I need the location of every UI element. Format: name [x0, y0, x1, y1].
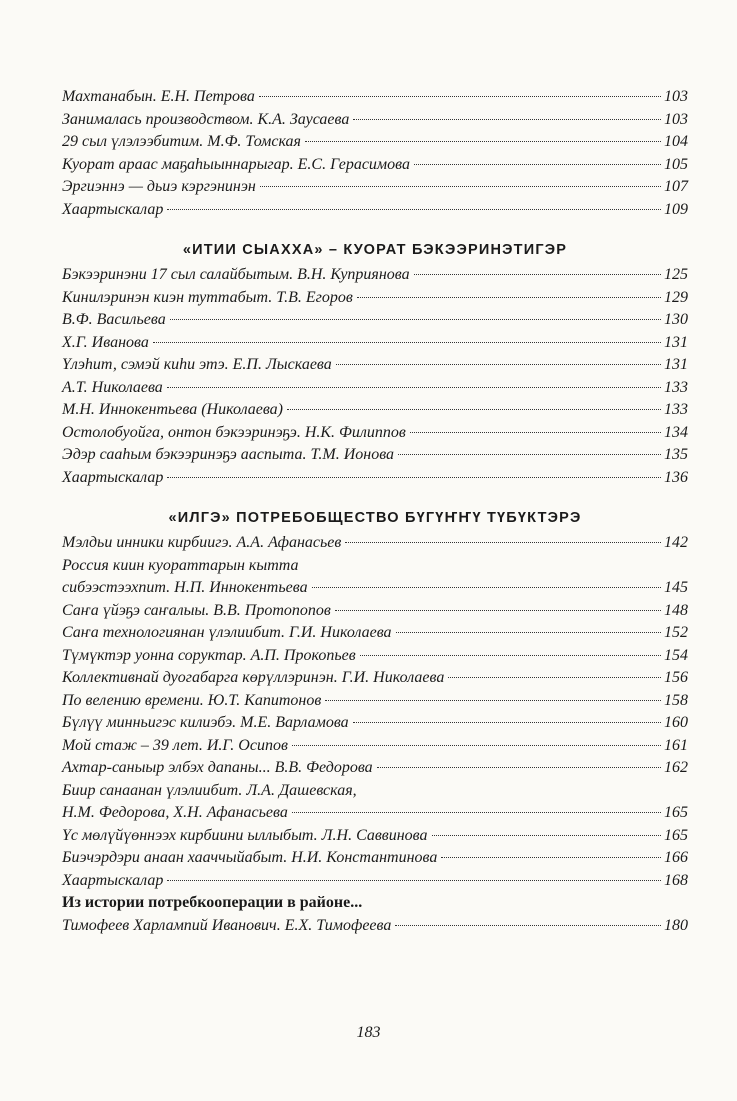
entry-title: Мэлдьи инники кирбиигэ. А.А. Афанасьев: [62, 534, 342, 551]
dot-leader: [312, 587, 661, 588]
toc-entry: [62, 109, 688, 132]
entry-page: 165: [664, 804, 688, 821]
toc-entry: [62, 399, 688, 422]
toc-entry: [62, 444, 688, 467]
entry-page: 129: [664, 288, 688, 306]
toc-entry: [62, 131, 688, 154]
toc-entry: [62, 199, 688, 222]
dot-leader: [259, 96, 661, 97]
entry-page: 152: [664, 624, 688, 641]
dot-leader: [292, 812, 661, 813]
dot-leader: [336, 364, 661, 365]
entry-page: 154: [664, 646, 688, 664]
entry-title: Остолобуойга, онтон бэкээринэҕэ. Н.К. Филиппов: [62, 423, 406, 441]
toc-entry: [62, 712, 688, 735]
entry-title: Н.М. Федорова, Х.Н. Афанасьева: [62, 804, 288, 821]
dot-leader: [432, 835, 661, 836]
dot-leader: [287, 409, 661, 410]
toc-entry: [62, 667, 688, 690]
dot-leader: [414, 274, 661, 275]
entry-title: Занималась производством. К.А. Заусаева: [62, 110, 350, 128]
entry-title: Мой стаж – 39 лет. И.Г. Осипов: [62, 736, 288, 754]
bold-subheading: Из истории потребкооперации в районе...: [62, 894, 363, 911]
dot-leader: [260, 186, 661, 187]
entry-page: 131: [664, 356, 688, 373]
entry-title: В.Ф. Васильева: [62, 311, 166, 328]
toc-entry: [62, 600, 688, 623]
entry-page: 165: [664, 826, 688, 844]
dot-leader: [170, 319, 661, 320]
entry-page: 135: [664, 446, 688, 463]
toc-entry: [62, 176, 688, 199]
toc-entry: [62, 467, 688, 490]
dot-leader: [410, 432, 661, 433]
toc-entry: [62, 735, 688, 758]
entry-title: Ахтар-саныыр элбэх дапаны... В.В. Федорова: [62, 759, 373, 776]
entry-title: М.Н. Иннокентьева (Николаева): [62, 401, 284, 418]
entry-title: Хаартыскалар: [62, 200, 164, 218]
toc-entry: [62, 802, 688, 825]
dot-leader: [414, 164, 661, 165]
toc-entry: [62, 847, 688, 870]
toc-entry: [62, 422, 688, 445]
entry-page: 142: [664, 534, 688, 551]
toc-page: [62, 86, 688, 937]
entry-page: 148: [664, 601, 688, 619]
toc-entry: [62, 870, 688, 893]
toc-entry: [62, 915, 688, 938]
dot-leader: [441, 857, 661, 858]
toc-entry: [62, 825, 688, 848]
entry-first-line: Биир санаанан үлэлиибит. Л.А. Дашевская,: [62, 781, 357, 799]
toc-entry: [62, 690, 688, 713]
dot-leader: [396, 632, 661, 633]
section-heading-bakery: «ИТИИ СЫАХХА» – КУОРАТ БЭКЭЭРИНЭТИГЭР: [182, 242, 568, 258]
entry-page: 103: [664, 88, 688, 105]
dot-leader: [395, 925, 661, 926]
entry-title: Коллективнай дуогабарга көрүллэринэн. Г.И. Николаева: [62, 669, 445, 686]
dot-leader: [357, 297, 661, 298]
entry-page: 109: [664, 200, 688, 218]
entry-page: 130: [664, 311, 688, 328]
toc-entry: [62, 622, 688, 645]
toc-entry: [62, 354, 688, 377]
dot-leader: [167, 477, 661, 478]
dot-leader: [377, 767, 661, 768]
entry-title: 29 сыл үлэлээбитим. М.Ф. Томская: [62, 133, 301, 150]
entry-page: 160: [664, 714, 688, 731]
dot-leader: [353, 722, 661, 723]
entry-page: 162: [664, 759, 688, 776]
entry-page: 103: [664, 110, 688, 128]
entry-first-line: Россия киин куораттарын кытта: [62, 556, 299, 574]
entry-page: 133: [664, 378, 688, 396]
entry-title: По велению времени. Ю.Т. Капитонов: [62, 691, 322, 709]
dot-leader: [167, 387, 661, 388]
toc-entry: [62, 577, 688, 600]
entry-title: Бүлүү минньигэс килиэбэ. М.Е. Варламова: [62, 714, 349, 731]
entry-title: Эргиэннэ — дьиэ кэргэнинэн: [62, 178, 256, 195]
dot-leader: [448, 677, 661, 678]
entry-page: 131: [664, 333, 688, 351]
entry-title: Саҥа үйэҕэ саҥалыы. В.В. Протопопов: [62, 601, 331, 619]
entry-title: Саҥа технологиянан үлэлиибит. Г.И. Николаева: [62, 624, 392, 641]
toc-entry: [62, 332, 688, 355]
toc-entry: [62, 154, 688, 177]
dot-leader: [325, 700, 661, 701]
entry-page: 180: [664, 916, 688, 934]
entry-page: 168: [664, 871, 688, 889]
dot-leader: [335, 610, 661, 611]
entry-page: 104: [664, 133, 688, 150]
entry-page: 166: [664, 849, 688, 866]
dot-leader: [305, 141, 661, 142]
toc-group-2: [62, 264, 688, 489]
entry-title: Эдэр сааһым бэкээринэҕэ ааспыта. Т.М. Ионова: [62, 446, 395, 463]
dot-leader: [345, 542, 661, 543]
entry-title: Махтанабын. Е.Н. Петрова: [62, 88, 255, 105]
entry-page: 105: [664, 155, 688, 173]
entry-page: 158: [664, 691, 688, 709]
toc-entry: [62, 309, 688, 332]
entry-title: Кинилэринэн киэн туттабыт. Т.В. Егоров: [62, 288, 353, 306]
dot-leader: [167, 880, 661, 881]
entry-page: 136: [664, 468, 688, 486]
toc-entry: [62, 757, 688, 780]
entry-page: 161: [664, 736, 688, 754]
entry-page: 125: [664, 266, 688, 283]
toc-entry: [62, 287, 688, 310]
toc-group-3: [62, 532, 688, 937]
entry-title: Куорат араас маҕаһыыннарыгар. Е.С. Герасимова: [62, 155, 410, 173]
entry-title: Түмүктэр уонна соруктар. А.П. Прокопьев: [62, 646, 356, 664]
entry-title: Хаартыскалар: [62, 871, 164, 889]
entry-title: А.Т. Николаева: [62, 378, 163, 396]
entry-page: 133: [664, 401, 688, 418]
toc-entry: [62, 377, 688, 400]
toc-entry: [62, 264, 688, 287]
entry-page: 134: [664, 423, 688, 441]
entry-page: 107: [664, 178, 688, 195]
dot-leader: [153, 342, 661, 343]
entry-title: Х.Г. Иванова: [62, 333, 149, 351]
entry-title: Үлэһит, сэмэй киһи этэ. Е.П. Лыскаева: [62, 356, 332, 373]
entry-page: 156: [664, 669, 688, 686]
dot-leader: [353, 119, 661, 120]
toc-entry: [62, 86, 688, 109]
dot-leader: [292, 745, 661, 746]
dot-leader: [398, 454, 661, 455]
page-number: 183: [356, 1024, 381, 1041]
dot-leader: [360, 655, 661, 656]
entry-title: Бэкээринэни 17 сыл салайбытым. В.Н. Куприянова: [62, 266, 410, 283]
entry-title: Биэчэрдэри анаан хааччыйабыт. Н.И. Константинова: [62, 849, 438, 866]
entry-page: 145: [664, 579, 688, 596]
entry-title: Хаартыскалар: [62, 468, 164, 486]
toc-entry: [62, 645, 688, 668]
dot-leader: [167, 209, 661, 210]
entry-title: Тимофеев Харлампий Иванович. Е.Х. Тимофеева: [62, 916, 392, 934]
entry-title: Үс мөлүйүөннээх кирбиини ыллыбыт. Л.Н. Саввинова: [62, 826, 428, 844]
toc-entry: [62, 532, 688, 555]
toc-group-1: [62, 86, 688, 221]
entry-title: сибээстээхпит. Н.П. Иннокентьева: [62, 579, 308, 596]
section-heading-ilge: «ИЛГЭ» ПОТРЕБОБЩЕСТВО БҮГҮҤҤҮ ТҮБҮКТЭРЭ: [168, 510, 582, 526]
